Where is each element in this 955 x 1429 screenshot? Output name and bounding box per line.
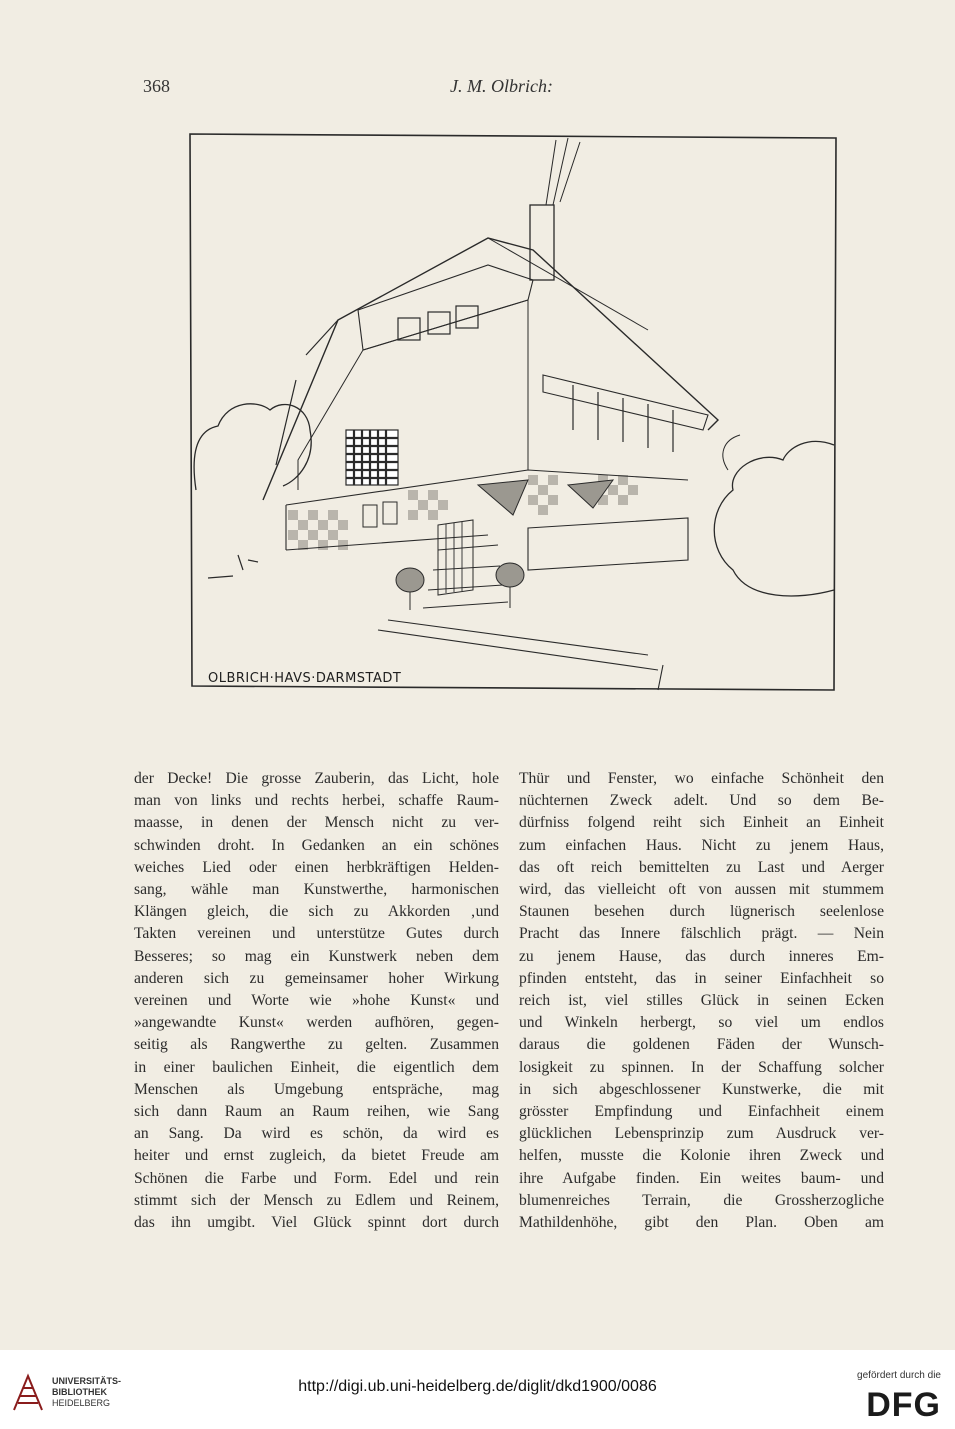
text-line: Schönen die Farbe und Form. Edel und rein [134, 1169, 499, 1187]
text-line: schwinden droht. In Gedanken an ein schönes [134, 836, 499, 854]
text-line: blumenreiches Terrain, die Grossherzogliche [519, 1191, 884, 1209]
library-line: UNIVERSITÄTS- [52, 1376, 122, 1386]
text-line: Staunen besehen durch lügnerisch seelenlose [519, 903, 884, 921]
text-line: ihre Aufgabe finden. Ein weites baum- und [519, 1169, 884, 1187]
text-line: das oft reich bemittelten zu Last und Aerger [519, 858, 884, 876]
text-line: sich dann Raum an Raum reihen, wie Sang [134, 1103, 499, 1121]
text-line: anderen sich zu gemeinsamer hoher Wirkung [134, 969, 499, 987]
text-line: zu jenem Hause, das durch inneres Em- [519, 947, 884, 965]
text-line: »angewandte Kunst« werden aufhören, gegen- [134, 1014, 499, 1032]
text-line: zum einfachen Haus. Nicht zu jenem Haus, [519, 836, 884, 854]
text-line: nüchternen Zweck adelt. Und so dem Be- [519, 792, 884, 810]
text-line: pfinden entsteht, das in seiner Einfachheit so [519, 969, 884, 987]
text-column-left [134, 768, 499, 1234]
text-line: maasse, in denen der Mensch nicht zu ver- [134, 814, 499, 832]
text-line: sang, wähle man Kunstwerthe, harmonischen [134, 881, 499, 899]
dfg-logo[interactable]: DFG [866, 1386, 941, 1424]
house-illustration [188, 130, 840, 695]
permalink-url[interactable]: http://digi.ub.uni-heidelberg.de/diglit/dkd1900/0086 [298, 1378, 657, 1395]
text-line: Menschen als Umgebung entspräche, mag [134, 1080, 499, 1098]
text-line: wird, das vielleicht oft von aussen mit stummem [519, 881, 884, 899]
text-column-right [519, 768, 884, 1234]
text-line: grösster Empfindung und Einfachheit einem [519, 1103, 884, 1121]
text-line: glücklichen Lebensprinzip zum Ausdruck ver- [519, 1125, 884, 1143]
page-header [0, 76, 955, 100]
page-number: 368 [143, 76, 170, 96]
text-line: und Winkeln herbergt, so viel um endlos [519, 1014, 884, 1032]
text-line: vereinen und Worte wie »hohe Kunst« und [134, 992, 499, 1010]
text-line: helfen, musste die Kolonie ihren Zweck und [519, 1147, 884, 1165]
text-line: man von links und rechts herbei, schaffe Raum- [134, 792, 499, 810]
text-line: Mathildenhöhe, gibt den Plan. Oben am [519, 1214, 884, 1232]
running-title: J. M. Olbrich: [450, 76, 553, 96]
figure-caption: OLBRICH·HAVS·DARMSTADT [208, 671, 402, 686]
text-line: dürfniss folgend reiht sich Einheit an Einheit [519, 814, 884, 832]
text-line: Besseres; so mag ein Kunstwerk neben dem [134, 947, 499, 965]
viewer-footer [0, 1350, 955, 1429]
text-line: Klängen gleich, die sich zu Akkorden ‚und [134, 903, 499, 921]
text-line: der Decke! Die grosse Zauberin, das Licht, hole [134, 770, 499, 787]
text-line: das ihn umgibt. Viel Glück spinnt dort durch [134, 1214, 499, 1232]
text-line: Takten vereinen und unterstütze Gutes durch [134, 925, 499, 943]
text-line: reich ist, viel stilles Glück in seinen Ecken [519, 992, 884, 1010]
text-line: an Sang. Da wird es schön, da wird es [134, 1125, 499, 1143]
text-line: heiter und ernst zugleich, da bietet Freude am [134, 1147, 499, 1165]
funding-note: gefördert durch die [857, 1370, 941, 1381]
text-line: stimmt sich der Mensch zu Edlem und Reinem, [134, 1191, 499, 1209]
library-line: HEIDELBERG [52, 1398, 111, 1408]
text-line: Pracht das Innere fälschlich prägt. — Nein [519, 925, 884, 943]
library-line: BIBLIOTHEK [52, 1387, 107, 1397]
text-line: in einer baulichen Einheit, die eigentlich dem [134, 1058, 499, 1076]
text-line: seitig als Rangwerthe zu gelten. Zusammen [134, 1036, 499, 1054]
text-line: Thür und Fenster, wo einfache Schönheit den [519, 770, 884, 787]
text-line: losigkeit zu spinnen. In der Schaffung solcher [519, 1058, 884, 1076]
text-line: daraus die goldenen Fäden der Wunsch- [519, 1036, 884, 1054]
text-line: weiches Lied oder einen herbkräftigen Helden- [134, 858, 499, 876]
text-line: in sich abgeschlossener Kunstwerke, die mit [519, 1080, 884, 1098]
